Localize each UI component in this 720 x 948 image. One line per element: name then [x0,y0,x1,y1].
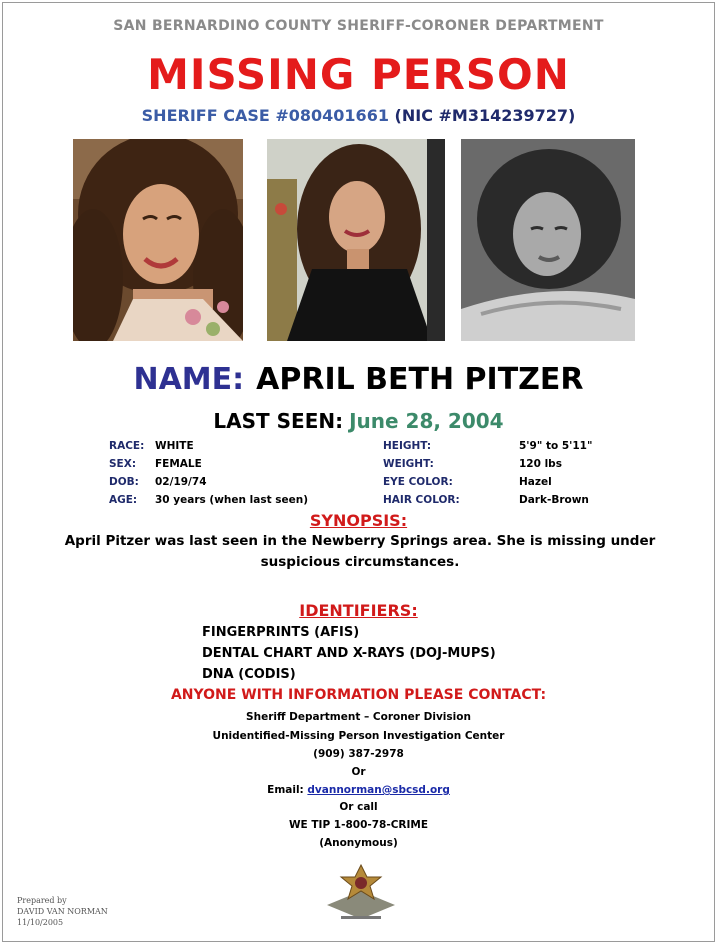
height-value: 5'9" to 5'11" [519,440,593,452]
poster-title: MISSING PERSON [147,50,570,99]
last-seen-line [3,407,714,435]
missing-person-poster [2,2,715,942]
weight-label: WEIGHT: [383,458,434,470]
eye-color-value: Hazel [519,476,552,488]
identifier-item: DENTAL CHART AND X-RAYS (DOJ-MUPS) [202,646,496,661]
dob-value: 02/19/74 [155,476,207,488]
name-label: NAME: [133,362,245,397]
contact-tip-line: WE TIP 1-800-78-CRIME [288,819,429,831]
sex-value: FEMALE [155,458,202,470]
photo-black-and-white-portrait [461,139,635,341]
photo-dark-top-portrait [267,139,445,341]
sheriff-case-number: SHERIFF CASE #080401661 [141,106,389,125]
prepared-date: 11/10/2005 [17,918,64,927]
age-label: AGE: [109,494,138,506]
synopsis-text [27,531,693,573]
photo-smiling-portrait [73,139,243,341]
contact-or-call: Or call [339,801,378,813]
identifier-item: FINGERPRINTS (AFIS) [202,625,360,640]
email-label: Email: [267,784,304,796]
contact-phone: (909) 387-2978 [313,748,404,760]
last-seen-label: LAST SEEN: [213,409,344,433]
contact-heading: ANYONE WITH INFORMATION PLEASE CONTACT: [170,687,547,703]
contact-email-line [3,783,714,797]
hair-color-label: HAIR COLOR: [383,494,460,506]
eye-color-label: EYE COLOR: [383,476,453,488]
contact-division: Sheriff Department – Coroner Division [246,711,471,723]
weight-value: 120 lbs [519,458,562,470]
nic-number: (NIC #M314239727) [394,106,576,125]
identifiers-heading: IDENTIFIERS: [299,601,418,620]
email-link[interactable]: dvannorman@sbcsd.org [307,784,450,796]
synopsis-line-1: April Pitzer was last seen in the Newberry Springs area. She is missing under [64,533,656,549]
person-name-line [3,360,714,400]
department-header: SAN BERNARDINO COUNTY SHERIFF-CORONER DEPARTMENT [113,18,604,34]
person-name: APRIL BETH PITZER [256,362,584,397]
contact-anonymous: (Anonymous) [319,837,398,849]
race-value: WHITE [155,440,194,452]
sheriff-badge-icon [323,861,399,923]
age-value: 30 years (when last seen) [155,494,309,506]
identifier-item: DNA (CODIS) [202,667,296,682]
prepared-by-label: Prepared by [17,896,67,905]
last-seen-date: June 28, 2004 [349,409,504,433]
race-label: RACE: [109,440,145,452]
synopsis-heading: SYNOPSIS: [309,511,408,530]
synopsis-line-2: suspicious circumstances. [260,554,460,570]
contact-or: Or [351,766,366,778]
sex-label: SEX: [109,458,137,470]
case-number-line [3,106,714,125]
dob-label: DOB: [109,476,139,488]
preparer-name: DAVID VAN NORMAN [17,907,108,916]
hair-color-value: Dark-Brown [519,494,589,506]
contact-center: Unidentified-Missing Person Investigation Center [212,730,505,742]
height-label: HEIGHT: [383,440,432,452]
